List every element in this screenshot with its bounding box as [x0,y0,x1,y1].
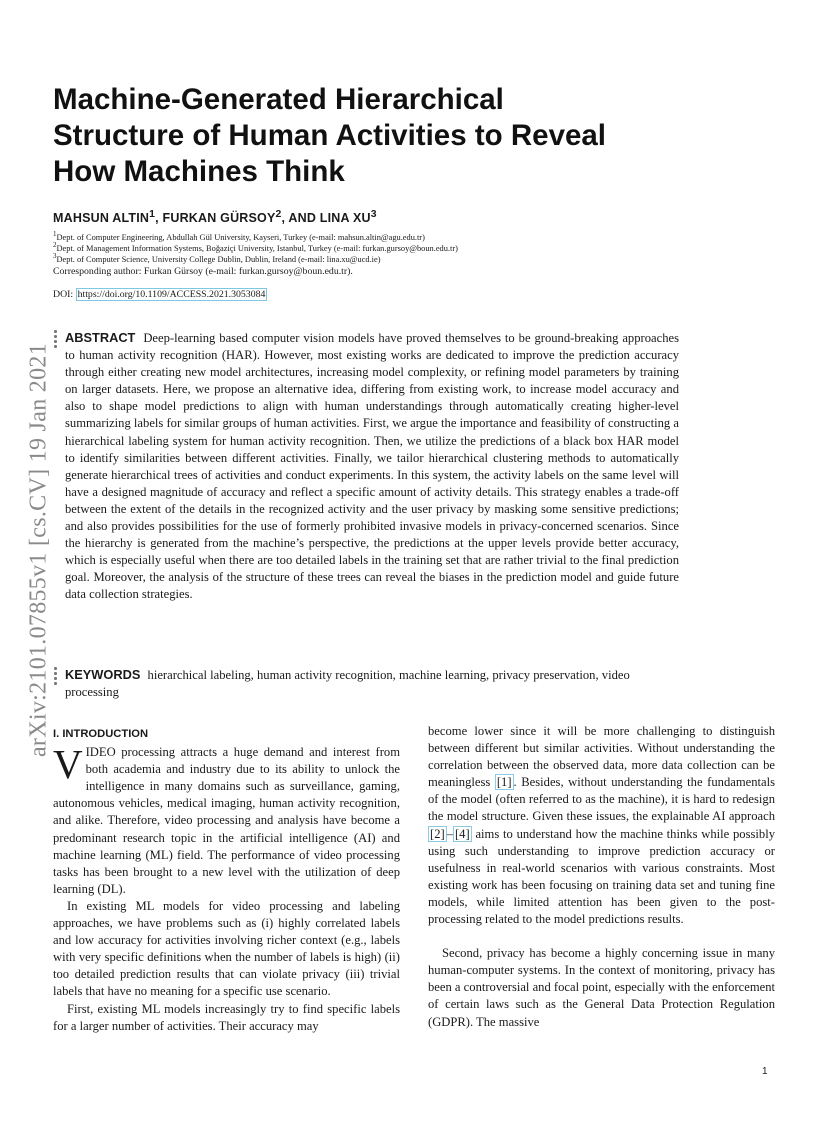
intro-paragraph-privacy: Second, privacy has become a highly concerning issue in many human-computer systems. In the context of monitoring, privacy has been a controversial and focal point, especially with the enforcement of certain laws such as the General Data Protection Regulation (GDPR). The massive [428,946,775,1029]
title-line-2: Structure of Human Activities to Reveal [53,119,606,152]
author-1-sup: 1 [149,209,156,220]
abstract-text: Deep-learning based computer vision models have proved themselves to be ground-breaking approaches to human activity recognition (HAR). However, most existing works are dedicated to improve the prediction accuracy through either creating new model architectures, increasing model complexity, or refining model parameters by training on larger datasets. Here, we propose an alternative idea, differing from existing work, to increase model accuracy and also to shape model predictions to align with human understandings through automatically creating higher-level summarizing labels for similar groups of human activities. First, we argue the importance and feasibility of constructing a hierarchical labeling system for human activity recognition. Then, we utilize the predictions of a black box HAR model to identify similarities between different activities. Finally, we tailor hierarchical clustering methods to automatically generate hierarchical trees of activities and conduct experiments. In this system, the activity labels on the same level will have a designed magnitude of accuracy and reflect a specific amount of activity details. This strategy enables a trade-off between the extent of the details in the recognized activity and the user privacy by masking some sensitive predictions; and also provides possibilities for the use of formerly prohibited invasive models in privacy-concerned scenarios. Since the hierarchy is generated from the machine’s perspective, the predictions at the upper levels provide better accuracy, which is especially useful when there are too detailed labels in the training set that are rather trivial to the final prediction goal. Moreover, the analysis of the structure of these trees can reveal the biases in the prediction model and guide future data collection strategies. [65,331,679,602]
affiliation-3-sup: 3 [53,252,57,260]
affiliation-1-sup: 1 [53,230,57,238]
intro-paragraph-3-continued [428,723,775,928]
author-3-sup: 3 [370,209,377,220]
paper-title [53,82,793,190]
citation-4[interactable]: [4] [454,826,470,841]
corresponding-author: Corresponding author: Furkan Gürsoy (e-mail: furkan.gursoy@boun.edu.tr). [53,266,353,277]
abstract [65,329,679,604]
citation-dash: – [446,826,453,841]
citation-2[interactable]: [2] [430,826,445,841]
intro-paragraph-2: In existing ML models for video processing and labeling approaches, we have problems such as (i) highly correlated labels and low accuracy for activities involving richer context (e.g., labels with very specific definitions when the number of labels is high) (ii) too detailed prediction results that can violate privacy (iii) trivial labels that have no meaning for a specific use scenario. [53,898,400,999]
arxiv-sidebar-stamp [24,300,54,800]
left-column [53,724,400,1035]
abstract-marker-dots [54,330,58,350]
arxiv-identifier: arXiv:2101.07855v1 [cs.CV] 19 Jan 2021 [25,342,52,758]
affiliation-3-text: Dept. of Computer Science, University College Dublin, Dublin, Ireland (e-mail: lina.xu@ucd.ie) [56,254,381,264]
intro-paragraph-1-text: IDEO processing attracts a huge demand and interest from both academia and industry due to its ability to unlock the intelligence in many domains such as surveillance, gaming, autonomous vehicles, medical imaging, human activity recognition, and alike. Therefore, video processing and analysis have become a predominant research topic in the artificial intelligence (AI) and machine learning (ML) field. The performance of video processing tasks has been brought to a new level with the utilization of deep learning (DL). [53,745,400,896]
intro-paragraph-1 [53,741,400,898]
para-text-b: . Besides, without understanding the fundamentals of the model (often referred to as the machine), it is hard to redesign the model structure. Given these issues, the explainable AI approach [428,775,775,824]
keywords-heading: KEYWORDS [65,667,141,682]
intro-paragraph-3: First, existing ML models increasingly try to find specific labels for a larger number of activities. Their accuracy may [53,1001,400,1033]
title-line-1: Machine-Generated Hierarchical [53,83,504,116]
keywords-text: hierarchical labeling, human activity recognition, machine learning, privacy preservation, video processing [65,668,630,700]
keywords [65,666,679,701]
title-line-3: How Machines Think [53,155,345,188]
author-2: FURKAN GÜRSOY [162,211,276,226]
para-text-d: aims to understand how the machine thinks while possibly using such understanding to improve prediction accuracy or usefulness in real-world scenarios with various constraints. Most existing work has been focusing on training data set and tuning fine models, while limited attention has been given to the post-processing related to the model predictions results. [428,826,775,927]
doi-label: DOI: [53,289,74,300]
doi-link[interactable]: https://doi.org/10.1109/ACCESS.2021.3053084 [77,289,266,300]
section-heading-introduction: I. INTRODUCTION [53,728,149,740]
author-1: MAHSUN ALTIN [53,211,150,226]
para-text-a: become lower since it will be more challenging to distinguish between different but similar activities. Without understanding the correlation between the observed data, more data collection can be meaningless [428,724,775,790]
doi-line [53,289,267,300]
citation-1[interactable]: [1] [496,775,512,790]
affiliation-2-sup: 2 [53,241,57,249]
abstract-heading: ABSTRACT [65,330,136,345]
author-list: MAHSUN ALTIN$^1$, FURKAN GÜRSOY$^2$, AND LINA $XU^3$ [53,209,377,226]
drop-cap: V [53,741,83,788]
affiliation-2-text: Dept. of Management Information Systems, Boğaziçi University, Istanbul, Turkey (e-mail: furkan.gursoy@boun.edu.tr) [56,243,458,253]
right-column [428,723,775,1031]
author-2-sup: 2 [275,209,282,220]
keywords-marker-dots [54,667,58,687]
affiliation-1-text: Dept. of Computer Engineering, Abdullah Gül University, Kayseri, Turkey (e-mail: mahsun.altin@agu.edu.tr) [56,232,425,242]
affiliation-3 [53,251,381,265]
page-number: 1 [762,1066,768,1077]
author-3: AND LINA XU [288,211,371,226]
